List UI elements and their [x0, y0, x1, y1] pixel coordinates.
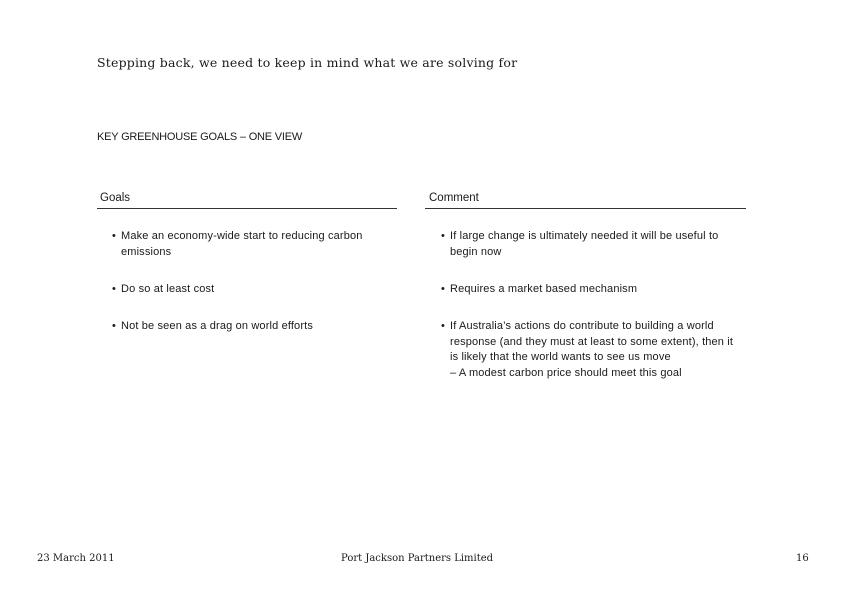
bullet-marker: • [112, 320, 117, 332]
bullet-marker: • [112, 230, 117, 242]
slide-subtitle: KEY GREENHOUSE GOALS – ONE VIEW [97, 131, 303, 143]
bullet-marker: • [441, 320, 446, 332]
goals-header-divider [97, 208, 397, 209]
comment-text: If Australia’s actions do contribute to building a world response (and they must at least to some extent), then it is likely that the world wants to see us move – A modest carbon price should meet this goal [450, 320, 734, 379]
comment-text: Requires a market based mechanism [450, 283, 638, 295]
bullet-marker: • [441, 230, 446, 242]
goal-text: Not be seen as a drag on world efforts [121, 320, 313, 332]
goal-text: Make an economy-wide start to reducing carbon emissions [121, 230, 363, 258]
goals-column-header: Goals [100, 192, 131, 204]
comment-column-header: Comment [429, 192, 479, 204]
goal-item [112, 319, 382, 335]
footer-company: Port Jackson Partners Limited [341, 553, 494, 564]
goal-item [112, 229, 382, 260]
comment-item [441, 282, 741, 298]
slide-title: Stepping back, we need to keep in mind what we are solving for [97, 55, 518, 70]
bullet-marker: • [441, 283, 446, 295]
comment-item [441, 319, 741, 381]
goal-item [112, 282, 382, 298]
comment-item [441, 229, 741, 260]
footer-date: 23 March 2011 [37, 553, 115, 564]
page-number: 16 [796, 553, 809, 564]
comment-header-divider [425, 208, 746, 209]
bullet-marker: • [112, 283, 117, 295]
comment-text: If large change is ultimately needed it will be useful to begin now [450, 230, 719, 258]
goal-text: Do so at least cost [121, 283, 215, 295]
